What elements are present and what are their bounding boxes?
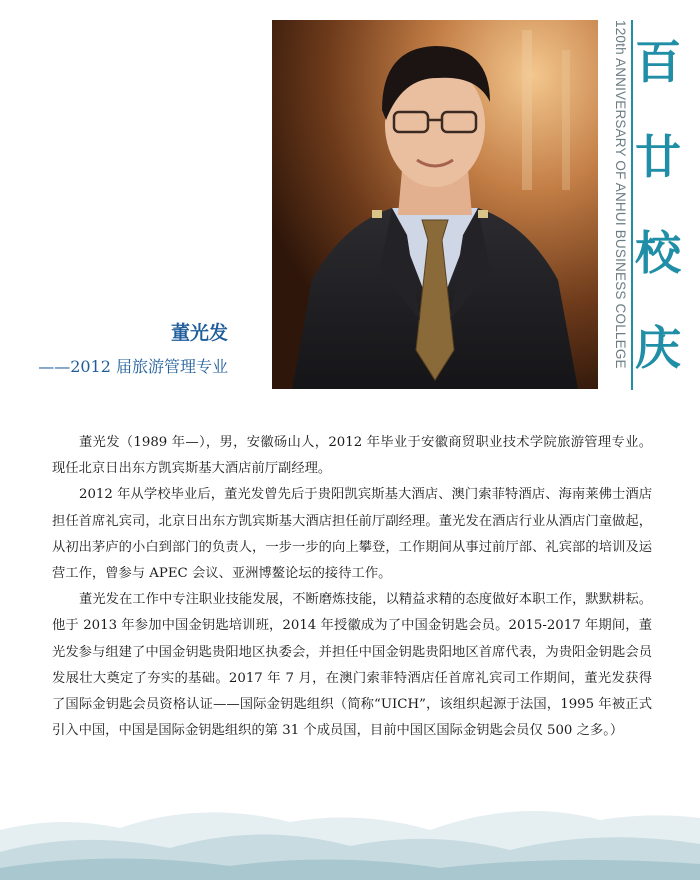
person-major: ——2012 届旅游管理专业 [38, 357, 228, 376]
title-char-3: 校 [635, 225, 681, 280]
title-char-2: 廿 [635, 130, 681, 185]
title-char-4: 庆 [635, 320, 681, 375]
paragraph-2: 2012 年从学校毕业后，董光发曾先后于贵阳凯宾斯基大酒店、澳门索菲特酒店、海南莱佛士酒店担任首席礼宾司，北京日出东方凯宾斯基大酒店担任前厅副经理。董光发在酒店行业从酒店门童做起，从初出茅庐的小白到部门的负责人，一步一步的向上攀登，工作期间从事过前厅部、礼宾部的培训及运营工作，曾参与 APEC 会议、亚洲博鳌论坛的接待工作。 [52, 487, 652, 582]
mountain-decoration [0, 760, 700, 880]
person-name: 董光发 [170, 322, 228, 344]
paragraph-3: 董光发在工作中专注职业技能发展，不断磨炼技能，以精益求精的态度做好本职工作，默默耕耘。他于 2013 年参加中国金钥匙培训班，2014 年授徽成为了中国金钥匙会员。2015-2017 年期间，董光发参与组建了中国金钥匙贵阳地区执委会，并担任中国金钥匙贵阳地区首席代表，为贵阳金钥匙会员发展壮大奠定了夯实的基础。2017 年 7 月，在澳门索菲特酒店任首席礼宾司工作期间，董光发获得了国际金钥匙会员资格认证——国际金钥匙组织（简称“UICH”，该组织起源于法国，1995 年被正式引入中国，中国是国际金钥匙组织的第 31 个成员国，目前中国区国际金钥匙会员仅 500 之多。） [52, 592, 652, 739]
biography-text [52, 430, 652, 744]
portrait-photo [272, 20, 598, 389]
vertical-english-title: 120th ANNIVERSARY OF ANHUI BUSINESS COLLEGE [613, 20, 628, 369]
title-char-1: 百 [635, 35, 681, 89]
vertical-chinese-title [632, 20, 684, 390]
portrait-illustration [272, 20, 598, 389]
paragraph-1: 董光发（1989 年—），男，安徽砀山人，2012 年毕业于安徽商贸职业技术学院旅游管理专业。现任北京日出东方凯宾斯基大酒店前厅副经理。 [52, 435, 652, 477]
